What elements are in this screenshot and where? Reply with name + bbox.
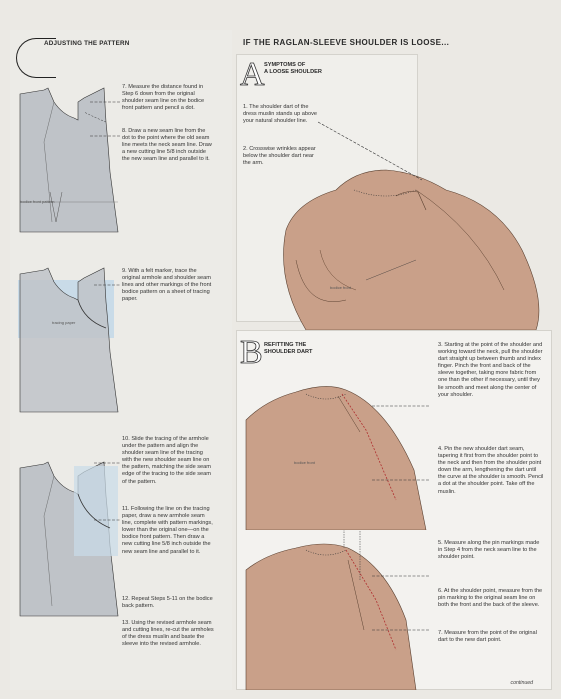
tag-tracing-paper: tracing paper — [52, 320, 76, 325]
step-13: 13. Using the revised armhole seam and cutting lines, re-cut the armholes of the dress muslin and baste the sleeve into the revised armhole. — [122, 620, 214, 648]
leader-line-a — [318, 120, 428, 190]
panel-b-letter: B — [240, 334, 263, 371]
step-3: 3. Starting at the point of the shoulder and working toward the neck, pull the shoulder dart straight up between thumb and index finger. Pinch the front and back of the sleeve together, taking more fabric from one than the other if necessary, until they lie smooth and meet along the center of your shoulder. — [438, 342, 543, 398]
step-11: 11. Following the line on the tracing paper, draw a new armhole seam line, complete with pattern markings, lower than the original one—on the bodice front pattern. Then draw a new cutting line 5/8 inch outside the new seam line and parallel to it. — [122, 506, 213, 555]
right-heading: IF THE RAGLAN-SLEEVE SHOULDER IS LOOSE... — [243, 38, 450, 47]
step-7b: 7. Measure from the point of the original dart to the new dart point. — [438, 630, 537, 644]
step-12: 12. Repeat Steps 5-11 on the bodice back pattern. — [122, 596, 213, 610]
leader-line-10 — [94, 458, 122, 528]
step-10: 10. Slide the tracing of the armhole under the pattern and align the shoulder seam line of the tracing with the new shoulder seam line on the pattern, matching the side seam edge of the tracing to the side seam of the pattern. — [122, 436, 211, 485]
tag-b-bodice: bodice front — [294, 460, 315, 465]
step-9: 9. With a felt marker, trace the original armhole and shoulder seam lines and other markings of the front bodice pattern on a sheet of tracing paper. — [122, 268, 212, 303]
leader-line-9 — [94, 280, 122, 290]
leader-lines-b — [372, 380, 432, 670]
step-6: 6. At the shoulder point, measure from the pin marking to the original seam line on both the front and the back of the sleeve. — [438, 588, 543, 609]
step-5: 5. Measure along the pin markings made in Step 4 from the neck seam line to the shoulder point. — [438, 540, 540, 561]
panel-a-letter: A — [240, 56, 265, 93]
step-8: 8. Draw a new seam line from the dot to the point where the old seam line meets the neck seam line. Draw a new cutting line 5/8 inch outside the new seam line and parallel to it. — [122, 128, 212, 163]
step-2: 2. Crosswise wrinkles appear below the shoulder dart near the arm. — [243, 146, 316, 167]
panel-a-title-1: SYMPTOMS OF — [264, 62, 306, 68]
continued-label: continued — [510, 680, 533, 686]
left-heading: ADJUSTING THE PATTERN — [44, 40, 130, 47]
panel-b-title-1: REFITTING THE — [264, 342, 307, 348]
panel-b-title-2: SHOULDER DART — [264, 349, 313, 355]
tag-a-bodice: bodice front — [330, 285, 351, 290]
panel-a-title-2: A LOOSE SHOULDER — [264, 69, 322, 75]
step-1: 1. The shoulder dart of the dress muslin stands up above your natural shoulder line. — [243, 104, 318, 125]
step-4: 4. Pin the new shoulder dart seam, tapering it first from the shoulder point to the neck and then from the shoulder point down the arm, lengthening the dart until the curve at the shoulder is smooth. Pencil a dot at the shoulder point. Take off the muslin. — [438, 446, 544, 495]
leader-line-7 — [90, 90, 122, 140]
tag-bodice-front: bodice front pattern — [20, 199, 55, 204]
step-7: 7. Measure the distance found in Step 6 down from the original shoulder seam line on the bodice front pattern and pencil a dot. — [122, 84, 205, 112]
